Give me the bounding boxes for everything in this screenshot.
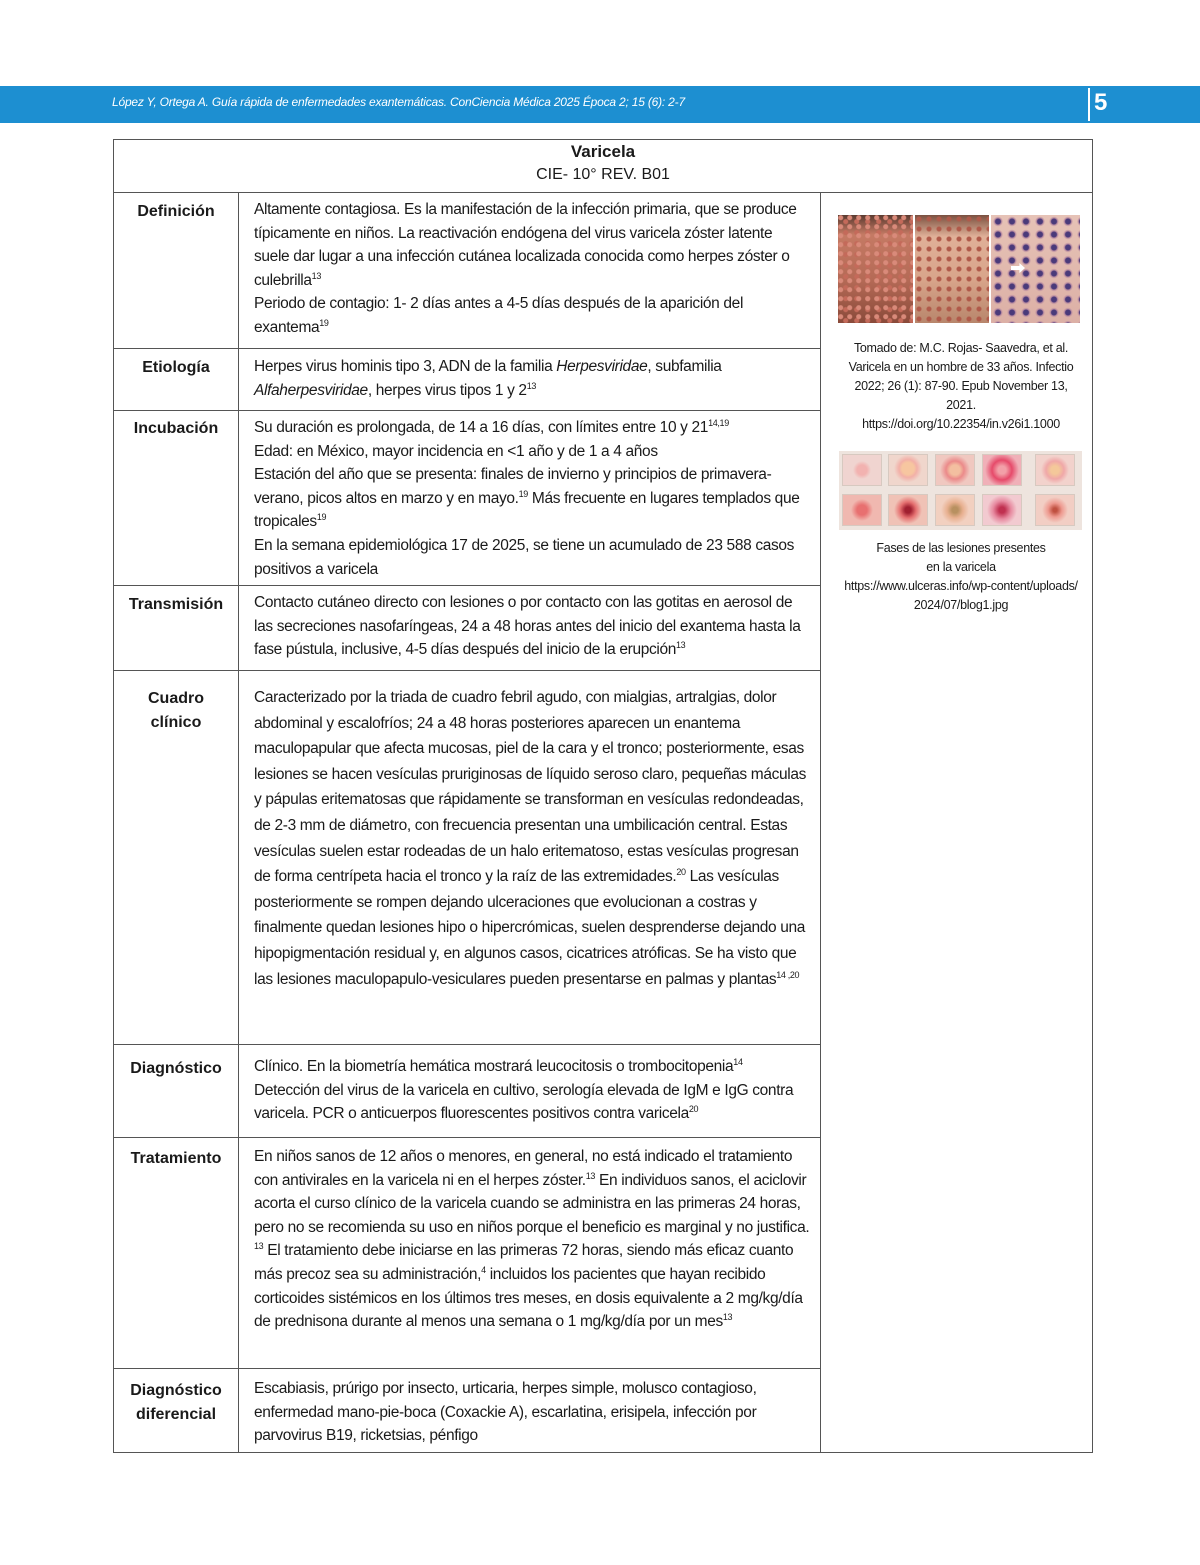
caption-line: Varicela en un hombre de 33 años. Infectio bbox=[848, 360, 1074, 374]
row-label-etiologia: Etiología bbox=[142, 359, 210, 376]
caption-line: Tomado de: M.C. Rojas- Saavedra, et al. bbox=[853, 341, 1069, 355]
definicion-text-1: Altamente contagiosa. Es la manifestación de la infección primaria, que se produce típicamente en niños. La reactivación endógena del virus varicela zóster latente suele dar lugar a una infección cutánea localizada conocida como herpes zóster o culebrilla bbox=[254, 201, 797, 289]
ref-sup: 20 bbox=[676, 867, 686, 877]
definicion-text-2: Periodo de contagio: 1- 2 días antes a 4-5 días después de la aparición del exantema bbox=[254, 295, 744, 336]
row-divider bbox=[113, 348, 821, 349]
ref-sup: 14 bbox=[733, 1056, 743, 1067]
lesion-thumb bbox=[1035, 494, 1075, 526]
etiologia-text-c: , subfamilia bbox=[647, 358, 722, 375]
ref-sup: 13 bbox=[311, 270, 321, 281]
etiologia-text-a: Herpes virus hominis tipo 3, ADN de la familia bbox=[254, 358, 557, 375]
ref-sup: 4 bbox=[481, 1264, 486, 1275]
row-content-incubacion bbox=[254, 416, 810, 581]
diagnostico-text-2: Detección del virus de la varicela en cultivo, serología elevada de IgM e IgG contra varicela. PCR o anticuerpos fluorescentes positivos contra varicela bbox=[254, 1081, 794, 1123]
varicela-photo-chest bbox=[915, 215, 989, 323]
row-label-cuadro-clinico bbox=[113, 687, 239, 735]
column-divider-label bbox=[238, 193, 239, 1453]
tratamiento-text: En niños sanos de 12 años o menores, en general, no está indicado el tratamiento con antivirales en la varicela ni en el herpes zóster. bbox=[254, 1148, 793, 1189]
caption-line: https://www.ulceras.info/wp-content/uploads/ bbox=[844, 579, 1078, 593]
lesion-thumb bbox=[982, 494, 1022, 526]
label-line: Cuadro bbox=[148, 690, 204, 707]
row-content-etiologia bbox=[254, 355, 810, 402]
ref-sup: 13 bbox=[722, 1312, 733, 1322]
transmision-text: Contacto cutáneo directo con lesiones o por contacto con las gotitas en aerosol de las secreciones nasofaríngeas, 24 a 48 horas antes del inicio del exantema hasta la fase pústula, inclusive, 4-5 días después del inicio de la erupción bbox=[254, 594, 801, 659]
varicela-photo-closeup bbox=[991, 215, 1080, 323]
diferencial-text: Escabiasis, prúrigo por insecto, urticaria, herpes simple, molusco contagioso, enfermedad mano-pie-boca (Coxackie A), escarlatina, erisipela, infección por parvovirus B19, ricketsias, pénfigo bbox=[254, 1380, 757, 1445]
table-title-row bbox=[113, 139, 1093, 193]
figure-caption-2 bbox=[838, 539, 1084, 615]
table-title: Varicela bbox=[570, 142, 636, 161]
ref-sup: 20 bbox=[688, 1104, 699, 1115]
label-line: clínico bbox=[150, 714, 202, 731]
caption-line: en la varicela bbox=[926, 560, 996, 574]
diagnostico-text-1: Clínico. En la biometría hemática mostrará leucocitosis o trombocitopenia bbox=[254, 1058, 734, 1075]
caption-line: 2022; 26 (1): 87-90. Epub November 13, bbox=[854, 379, 1068, 393]
cuadro-text: Caracterizado por la triada de cuadro febril agudo, con mialgias, artralgias, dolor abdominal y escalofríos; 24 a 48 horas posteriores aparecen un enantema maculopapular que afecta mucosas, piel de la cara y el tronco; posteriormente, esas lesiones se hacen vesículas pruriginosas de líquido seroso claro, pequeñas máculas y pápulas eritematosas que rápidamente se transforman en vesículas redondeadas, de 2-3 mm de diámetro, con frecuencia presentan una umbilicación central. Estas vesículas suelen estar rodeadas de un halo eritematoso, estas vesículas progresan de forma centrípeta hacia el tronco y la raíz de las extremidades. bbox=[254, 689, 807, 886]
ref-sup: 14 ,20 bbox=[776, 969, 800, 980]
caption-line: 2024/07/blog1.jpg bbox=[913, 598, 1009, 612]
ref-sup: 13 bbox=[585, 1170, 596, 1181]
row-divider bbox=[113, 585, 821, 586]
etiologia-subfamily: Alfaherpesviridae bbox=[254, 381, 368, 399]
row-content-definicion bbox=[254, 198, 810, 340]
arrow-icon bbox=[1011, 263, 1025, 273]
lesion-thumb bbox=[982, 454, 1022, 486]
figure-caption-1 bbox=[838, 339, 1084, 434]
lesion-thumb bbox=[935, 454, 975, 486]
etiologia-text-e: , herpes virus tipos 1 y 2 bbox=[367, 381, 527, 399]
incubacion-text-2: Edad: en México, mayor incidencia en <1 año y de 1 a 4 años bbox=[254, 442, 658, 460]
row-content-diagnostico bbox=[254, 1055, 810, 1126]
row-label-definicion: Definición bbox=[137, 203, 215, 220]
row-divider bbox=[113, 1137, 821, 1138]
ref-sup: 19 bbox=[319, 317, 329, 328]
column-divider-figure bbox=[820, 193, 821, 1453]
row-divider bbox=[113, 1368, 821, 1369]
ref-sup: 14,19 bbox=[708, 417, 729, 428]
tratamiento-text-tail2: El tratamiento debe iniciarse en las primeras 72 horas, siendo más eficaz cuanto más precoz sea su administración, bbox=[254, 1242, 794, 1283]
incubacion-text-3: Estación del año que se presenta: finales de invierno y principios de primavera-verano, picos altos en marzo y en mayo. bbox=[254, 466, 772, 507]
lesion-thumb bbox=[888, 454, 928, 486]
row-content-cuadro-clinico bbox=[254, 685, 810, 992]
label-line: Diagnóstico bbox=[130, 1382, 222, 1399]
lesion-thumb bbox=[888, 494, 928, 526]
caption-line: Fases de las lesiones presentes bbox=[876, 541, 1046, 555]
caption-line: https://doi.org/10.22354/in.v26i1.1000 bbox=[862, 417, 1060, 431]
row-content-transmision bbox=[254, 591, 810, 662]
ref-sup: 13 bbox=[676, 640, 686, 651]
ref-sup: 13 bbox=[526, 380, 537, 391]
page-number: 5 bbox=[1094, 89, 1108, 116]
varicela-photo-back bbox=[838, 215, 913, 323]
header-separator bbox=[1088, 88, 1090, 121]
etiologia-family: Herpesviridae bbox=[556, 358, 648, 375]
lesion-thumb bbox=[1035, 454, 1075, 486]
row-label-tratamiento: Tratamiento bbox=[130, 1150, 222, 1167]
row-divider bbox=[113, 670, 821, 671]
row-label-diagnostico: Diagnóstico bbox=[130, 1060, 222, 1077]
row-content-tratamiento bbox=[254, 1145, 810, 1334]
ref-sup: 13 bbox=[254, 1241, 264, 1252]
row-divider bbox=[113, 410, 821, 411]
label-line: diferencial bbox=[135, 1406, 217, 1423]
row-label-incubacion: Incubación bbox=[133, 420, 219, 437]
row-label-transmision: Transmisión bbox=[128, 596, 224, 613]
ref-sup: 19 bbox=[518, 488, 528, 499]
row-label-diagnostico-diferencial bbox=[113, 1379, 239, 1427]
row-divider bbox=[113, 1044, 821, 1045]
caption-line: 2021. bbox=[946, 398, 976, 412]
lesion-thumb bbox=[842, 494, 882, 526]
incubacion-text-3-tail: Más frecuente en lugares templados que tropicales bbox=[254, 489, 800, 531]
cuadro-text-tail: Las vesículas posteriormente se rompen dejando ulceraciones que evolucionan a costras y finalmente quedan lesiones hipo o hipercrómicas, suelen desprenderse dejando una hipopigmentación residual y, en algunos casos, cicatrices atróficas. Se ha visto que las lesiones maculopapulo-vesiculares pueden presentarse en palmas y plantas bbox=[254, 868, 806, 988]
header-citation: López Y, Ortega A. Guía rápida de enfermedades exantemáticas. ConCiencia Médica 2025 Época 2; 15 (6): 2-7 bbox=[112, 95, 685, 109]
row-content-diagnostico-diferencial bbox=[254, 1377, 810, 1448]
lesion-thumb bbox=[935, 494, 975, 526]
incubacion-text-1: Su duración es prolongada, de 14 a 16 días, con límites entre 10 y 21 bbox=[254, 419, 709, 436]
lesion-thumb bbox=[842, 454, 882, 486]
incubacion-text-4: En la semana epidemiológica 17 de 2025, se tiene un acumulado de 23 588 casos positivos a varicela bbox=[254, 536, 795, 578]
tratamiento-text-tail: En individuos sanos, el aciclovir acorta el curso clínico de la varicela cuando se administra en las primeras 24 horas, pero no se recomienda su uso en niños porque el beneficio es marginal y no justifica. bbox=[254, 1171, 810, 1236]
tratamiento-text-tail3: incluidos los pacientes que hayan recibido corticoides sistémicos en los últimos tres meses, en dosis equivalente a 2 mg/kg/día de prednisona durante al menos una semana o 1 mg/kg/día por un mes bbox=[254, 1265, 803, 1331]
table-subtitle: CIE- 10° REV. B01 bbox=[536, 166, 670, 183]
ref-sup: 19 bbox=[316, 512, 327, 523]
